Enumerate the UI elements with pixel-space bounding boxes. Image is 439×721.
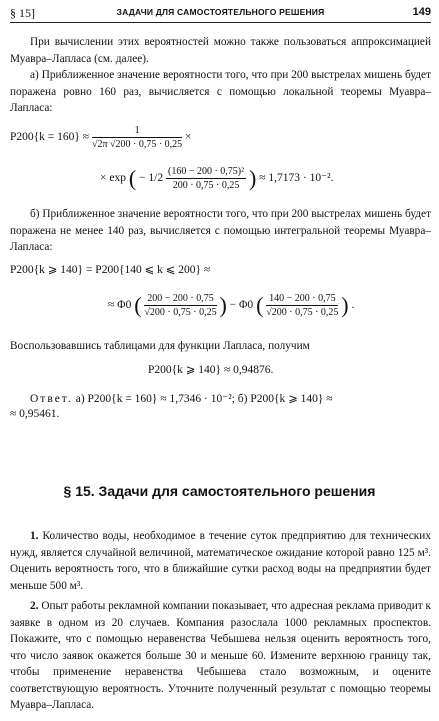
formula-a-den2: 200 · 0,75 · 0,25 [172, 180, 240, 191]
formula-b-line2: ≈ Φ0 ( $\frac{200 - 200 \cdot 0,75}{√200 \cdot 0,75 \cdot 0,25}$ ) − Φ0 ( $\frac{140 - 200 \cdot 0,75}{√200 \cdot 0,75 \cdot 0,25}$ ) . [108, 292, 355, 318]
formula-a-times: × [185, 131, 192, 144]
answer-label: Ответ. [30, 393, 73, 405]
formula-b-line1: P200{k ⩾ 140} = P200{140 ⩽ k ⩽ 200} ≈ [10, 264, 211, 276]
formula-a-lhs: P200{k = 160} ≈ [10, 131, 90, 144]
formula-a-half: − 1/2 [139, 172, 164, 185]
formula-b-fraction2 [266, 292, 338, 319]
laplace-result: P200{k ⩾ 140} ≈ 0,94876. [148, 364, 274, 376]
problem-1 [10, 528, 431, 594]
problem-1-text: Количество воды, необходимое в течение суток предприятию для технических нужд, является случайной величиной, математическое ожидание которой равно 125 м³. Оценить вероятность того, что в ближайшие сутки расход воды на предприятии будет меньше 500 м³. [10, 530, 431, 592]
problem-2-text: Опыт работы рекламной компании показывает, что адресная реклама приводит к заявке в одном из 20 случаев. Компания разослала 1000 рекламных проспектов. Покажите, что с помощью неравенства Чебышева нельзя оценить вероятность того, что число заявок окажется больше 30 и меньше 60. Измените верхнюю границу так, чтобы применение неравенства Чебышева стало возможным, и оцените соответствующую вероятность. Уточните полученный результат с помощью теоремы Муавра–Лапласа. [10, 600, 432, 711]
formula-a-num1: 1 [92, 124, 182, 138]
formula-a-result: ≈ 1,7173 · 10⁻². [259, 172, 334, 185]
formula-a-fraction2 [166, 165, 246, 192]
formula-b-phi2: − Φ0 [229, 299, 254, 312]
formula-b-end: . [351, 299, 355, 312]
formula-a-line1 [10, 124, 192, 151]
problem-2-number: 2. [30, 600, 39, 612]
formula-a-exp: × exp [100, 172, 126, 185]
problem-2 [10, 598, 431, 714]
page-number: 149 [412, 6, 431, 18]
formula-b-num2: 140 − 200 · 0,75 [266, 292, 338, 306]
formula-a-den1: √2π √200 · 0,75 · 0,25 [91, 139, 183, 150]
formula-b-num1: 200 − 200 · 0,75 [144, 292, 216, 306]
intro-paragraph: При вычислении этих вероятностей можно также пользоваться аппроксимацией Муавра–Лапласа (см. далее). [10, 36, 431, 65]
formula-b-fraction1 [144, 292, 216, 319]
formula-a-fraction1 [92, 124, 182, 151]
running-header [10, 6, 431, 23]
part-a-paragraph: а) Приближенное значение вероятности того, что при 200 выстрелах мишень будет поражена ровно 160 раз, вычисляется с помощью локальной теоремы Муавра–Лапласа: [10, 69, 431, 114]
answer-line1 [30, 391, 333, 405]
formula-a-line2: × exp ( − 1/2 $\frac{\text{(160 − 200 · 0,75)²}}{200 \cdot 0,75 \cdot 0,25}$ ) ≈ 1,7173 · 10⁻². [100, 165, 334, 191]
formula-a-num2: (160 − 200 · 0,75)² [167, 166, 245, 177]
problem-1-number: 1. [30, 530, 39, 542]
answer-text1: а) P200{k = 160} ≈ 1,7346 · 10⁻²; б) P200{k ⩾ 140} ≈ [75, 393, 333, 405]
part-b-paragraph: б) Приближенное значение вероятности того, что при 200 выстрелах мишень будет поражена не менее 140 раз, вычисляется с помощью интегральной теоремы Муавра–Лапласа: [10, 208, 431, 253]
formula-b-den1: √200 · 0,75 · 0,25 [144, 307, 217, 318]
section-title: § 15. Задачи для самостоятельного решения [63, 483, 376, 499]
formula-b-den2: √200 · 0,75 · 0,25 [266, 307, 339, 318]
header-section: § 15] [10, 6, 35, 20]
header-title: ЗАДАЧИ ДЛЯ САМОСТОЯТЕЛЬНОГО РЕШЕНИЯ [116, 7, 325, 17]
laplace-paragraph: Воспользовавшись таблицами для функции Лапласа, получим [10, 340, 310, 352]
formula-b-phi1: ≈ Φ0 [108, 299, 132, 312]
answer-line2: ≈ 0,95461. [10, 408, 60, 420]
